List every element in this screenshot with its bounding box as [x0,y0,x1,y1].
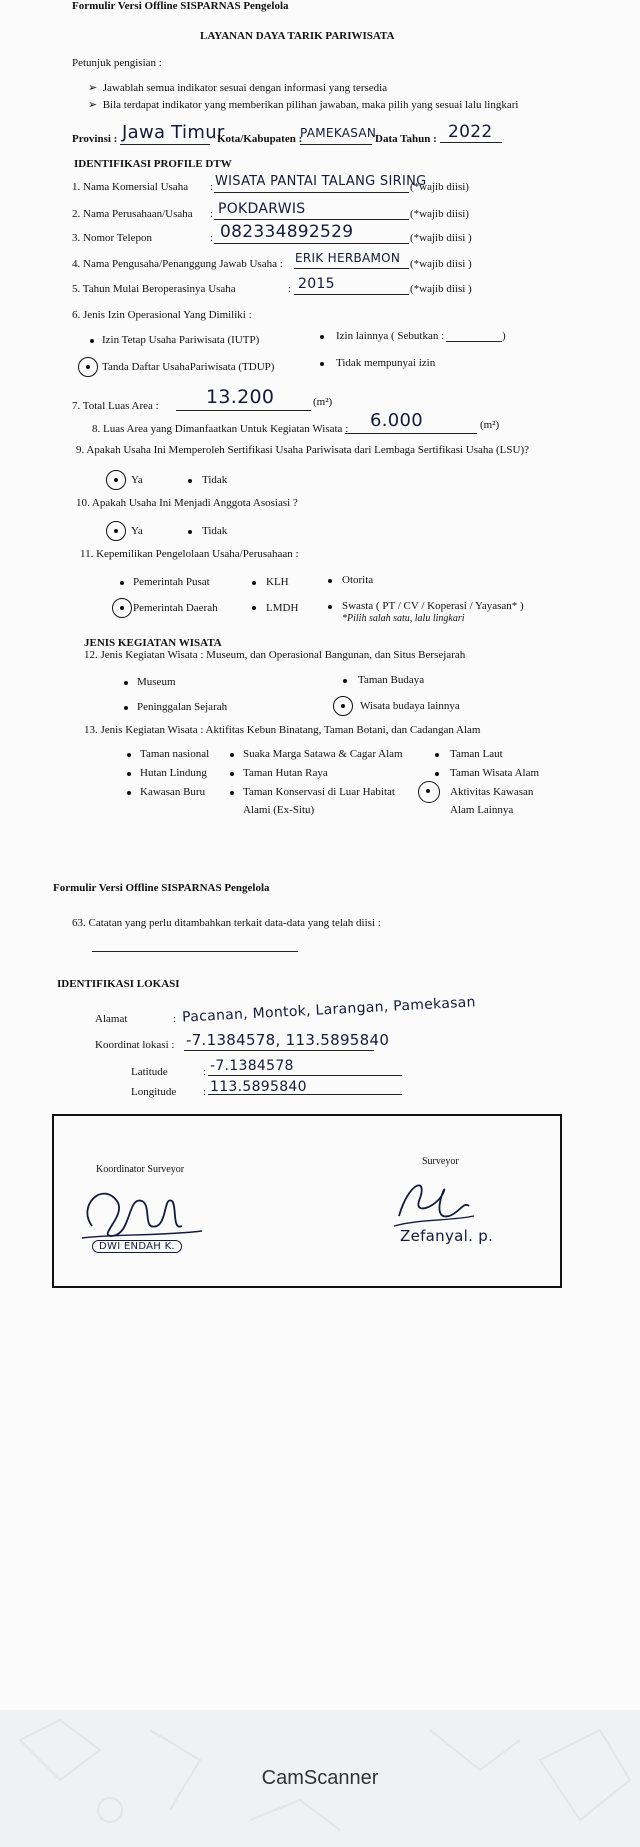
field-label: 4. Nama Pengusaha/Penanggung Jawab Usaha : [72,258,283,270]
q11-option: Otorita [342,574,374,586]
q8-unit: (m²) [480,419,500,431]
city-label: Kota/Kabupaten : [217,133,303,145]
q8-value: 6.000 [370,410,424,431]
selected-circle [106,470,126,490]
instruction-item: ➢ Jawablah semua indikator sesuai dengan informasi yang tersedia [88,82,388,94]
field-note: (*wajib diisi ) [410,258,472,270]
q13-option: Taman Laut [450,748,503,760]
q63-label: 63. Catatan yang perlu ditambahkan terkait data-data yang telah diisi : [72,917,381,929]
q10-label: 10. Apakah Usaha Ini Menjadi Anggota Asosiasi ? [76,497,298,509]
longitude-value: 113.5895840 [210,1079,307,1095]
field-note: (*wajib diisi) [410,181,469,193]
field-value: WISATA PANTAI TALANG SIRING [215,174,427,189]
field-value: 2015 [298,276,335,292]
latitude-label: Latitude [131,1066,168,1078]
year-value: 2022 [448,122,493,142]
q6-option: Izin lainnya ( Sebutkan : [336,330,445,342]
koordinat-label: Koordinat lokasi : [95,1039,175,1051]
q13-option: Suaka Marga Satawa & Cagar Alam [243,748,403,760]
q13-option: Hutan Lindung [140,767,207,779]
q9-yes: Ya [131,474,143,486]
q12-option: Taman Budaya [358,674,425,686]
q11-note: *Pilih salah satu, lalu lingkari [342,613,465,624]
q10-yes: Ya [131,525,143,537]
signature-box [52,1114,562,1288]
q6-option: Tidak mempunyai izin [336,357,436,369]
field-label: 3. Nomor Telepon [72,232,152,244]
alamat-label: Alamat [95,1013,128,1025]
field-label: 5. Tahun Mulai Beroperasinya Usaha [72,283,236,295]
q8-label: 8. Luas Area yang Dimanfaatkan Untuk Kegiatan Wisata : [92,423,349,435]
field-value: POKDARWIS [218,201,306,217]
q12-option: Wisata budaya lainnya [360,700,460,712]
q13-option: Alam Lainnya [450,804,514,816]
instruction-item: ➢ Bila terdapat indikator yang memberikan pilihan jawaban, maka pilih yang sesuai lalu lingkari [88,99,519,111]
selected-circle [106,521,126,541]
q6-option: Izin Tetap Usaha Pariwisata (IUTP) [102,334,260,346]
scanned-form-page: Formulir Versi Offline SISPARNAS Pengelola LAYANAN DAYA TARIK PARIWISATA Petunjuk pengisian : ➢ Jawablah semua indikator sesuai dengan informasi yang tersedia ➢ Bila terdapat indikator yang memberikan pilihan jawaban, maka pilih yang sesuai lalu lingkari Provinsi : Jawa Timur Kota/Kabupaten : PAMEKASAN Data Tahun : 2022 IDENTIFIKASI PROFILE DTW 1. Nama Komersial Usaha : WISATA PANTAI TALANG SIRING (*wajib diisi) 2. Nama Perusahaan/Usaha : POKDARWIS (*wajib diisi) 3. Nomor Telepon : 082334892529 (*wajib diisi ) 4. Nama Pengusaha/Penanggung Jawab Usaha : ERIK HERBAMON (*wajib diisi ) 5. Tahun Mulai Beroperasinya Usaha : 2015 (*wajib diisi ) 6. Jenis Izin Operasional Yang Dimiliki : Izin Tetap Usaha Pariwisata (IUTP) Izin lainnya ( Sebutkan : ) Tanda Daftar UsahaPariwisata (TDUP) Tidak mempunyai izin 7. Total Luas Area : 13.200 (m²) 8. Luas Area yang Dimanfaatkan Untuk Kegiatan Wisata : 6.000 (m²) 9. Apakah Usaha Ini Memperoleh Sertifikasi Usaha Pariwisata dari Lembaga Sertifikasi Usaha (LSU)? Ya Tidak 10. Apakah Usaha Ini Menjadi Anggota Asosiasi ? Ya Tidak 11. Kepemilikan Pengelolaan Usaha/Perusahaan : Pemerintah Pusat KLH Otorita Pemerintah Daerah LMDH Swasta ( PT / CV / Koperasi / Yayasan* ) *Pilih salah satu, lalu lingkari JENIS KEGIATAN WISATA 12. Jenis Kegiatan Wisata : Museum, dan Operasional Bangunan, dan Situs Bersejarah Museum Taman Budaya Peninggalan Sejarah Wisata budaya lainnya 13. Jenis Kegiatan Wisata : Aktifitas Kebun Binatang, Taman Botani, dan Cadangan Alam Taman nasional Hutan Lindung Kawasan Buru Suaka Marga Satawa & Cagar Alam Taman Hutan Raya Taman Konservasi di Luar Habitat Alami (Ex-Situ) Taman Laut Taman Wisata Alam Aktivitas Kawasan Alam Lainnya Formulir Versi Offline SISPARNAS Pengelola 63. Catatan yang perlu ditambahkan terkait data-data yang telah diisi : IDENTIFIKASI LOKASI Alamat : Pacanan, Montok, Larangan, Pamekasan Koordinat lokasi : -7.1384578, 113.5895840 Latitude : -7.1384578 Longitude : 113.5895840 Koordinator Surveyor DWI ENDAH K. Surveyor Zefanyal. p. [0,0,640,1710]
q12-option: Museum [137,676,176,688]
instructions-label: Petunjuk pengisian : [72,57,162,69]
q13-option: Aktivitas Kawasan [450,786,534,798]
alamat-value: Pacanan, Montok, Larangan, Pamekasan [181,994,477,1026]
q11-option: Swasta ( PT / CV / Koperasi / Yayasan* ) [342,600,524,612]
q9-no: Tidak [202,474,228,486]
q13-label: 13. Jenis Kegiatan Wisata : Aktifitas Kebun Binatang, Taman Botani, dan Cadangan Alam [84,724,481,736]
q6-label: 6. Jenis Izin Operasional Yang Dimiliki : [72,309,252,321]
city-value: PAMEKASAN [300,126,377,140]
surveyor-label: Surveyor [422,1156,459,1167]
q13-option: Taman nasional [140,748,210,760]
field-label: 1. Nama Komersial Usaha [72,181,189,193]
selected-circle [78,357,98,377]
q7-value: 13.200 [206,386,275,408]
field-label: 2. Nama Perusahaan/Usaha [72,208,193,220]
longitude-label: Longitude [131,1086,177,1098]
q6-option: Tanda Daftar UsahaPariwisata (TDUP) [102,361,275,373]
field-note: (*wajib diisi) [410,208,469,220]
selected-circle [418,781,440,803]
page2-header: Formulir Versi Offline SISPARNAS Pengelola [53,882,270,894]
q7-unit: (m²) [313,396,333,408]
surveyor-name: Zefanyal. p. [400,1227,494,1245]
q13-option: Taman Wisata Alam [450,767,540,779]
section-title-location: IDENTIFIKASI LOKASI [57,978,180,990]
coordinator-name: DWI ENDAH K. [92,1240,182,1253]
form-title: LAYANAN DAYA TARIK PARIWISATA [200,30,395,42]
q7-label: 7. Total Luas Area : [72,400,159,412]
field-value: ERIK HERBAMON [295,251,401,265]
province-label: Provinsi : [72,133,118,145]
province-value: Jawa Timur [122,122,225,143]
q11-option: LMDH [266,602,299,614]
koordinat-value: -7.1384578, 113.5895840 [186,1031,390,1049]
q11-option: KLH [266,576,289,588]
field-note: (*wajib diisi ) [410,283,472,295]
q11-label: 11. Kepemilikan Pengelolaan Usaha/Perusahaan : [80,548,299,560]
latitude-value: -7.1384578 [210,1058,294,1074]
q12-option: Peninggalan Sejarah [137,701,228,713]
q12-label: 12. Jenis Kegiatan Wisata : Museum, dan Operasional Bangunan, dan Situs Bersejarah [84,649,466,661]
q13-option: Alami (Ex-Situ) [243,804,315,816]
q13-option: Taman Hutan Raya [243,767,328,779]
selected-circle [333,696,353,716]
q11-option: Pemerintah Pusat [133,576,210,588]
year-label: Data Tahun : [375,133,437,145]
q10-no: Tidak [202,525,228,537]
q13-option: Taman Konservasi di Luar Habitat [243,786,395,798]
form-header: Formulir Versi Offline SISPARNAS Pengelola [72,0,289,12]
field-value: 082334892529 [220,222,354,242]
camscanner-watermark: CamScanner [261,1767,379,1789]
section-title-profile: IDENTIFIKASI PROFILE DTW [74,158,232,170]
field-note: (*wajib diisi ) [410,232,472,244]
q11-option: Pemerintah Daerah [133,602,218,614]
coordinator-label: Koordinator Surveyor [96,1164,185,1175]
q9-label: 9. Apakah Usaha Ini Memperoleh Sertifikasi Usaha Pariwisata dari Lembaga Sertifikasi Usaha (LSU)? [76,444,530,456]
selected-circle [112,598,132,618]
section-title-activity: JENIS KEGIATAN WISATA [84,637,222,649]
q13-option: Kawasan Buru [140,786,206,798]
